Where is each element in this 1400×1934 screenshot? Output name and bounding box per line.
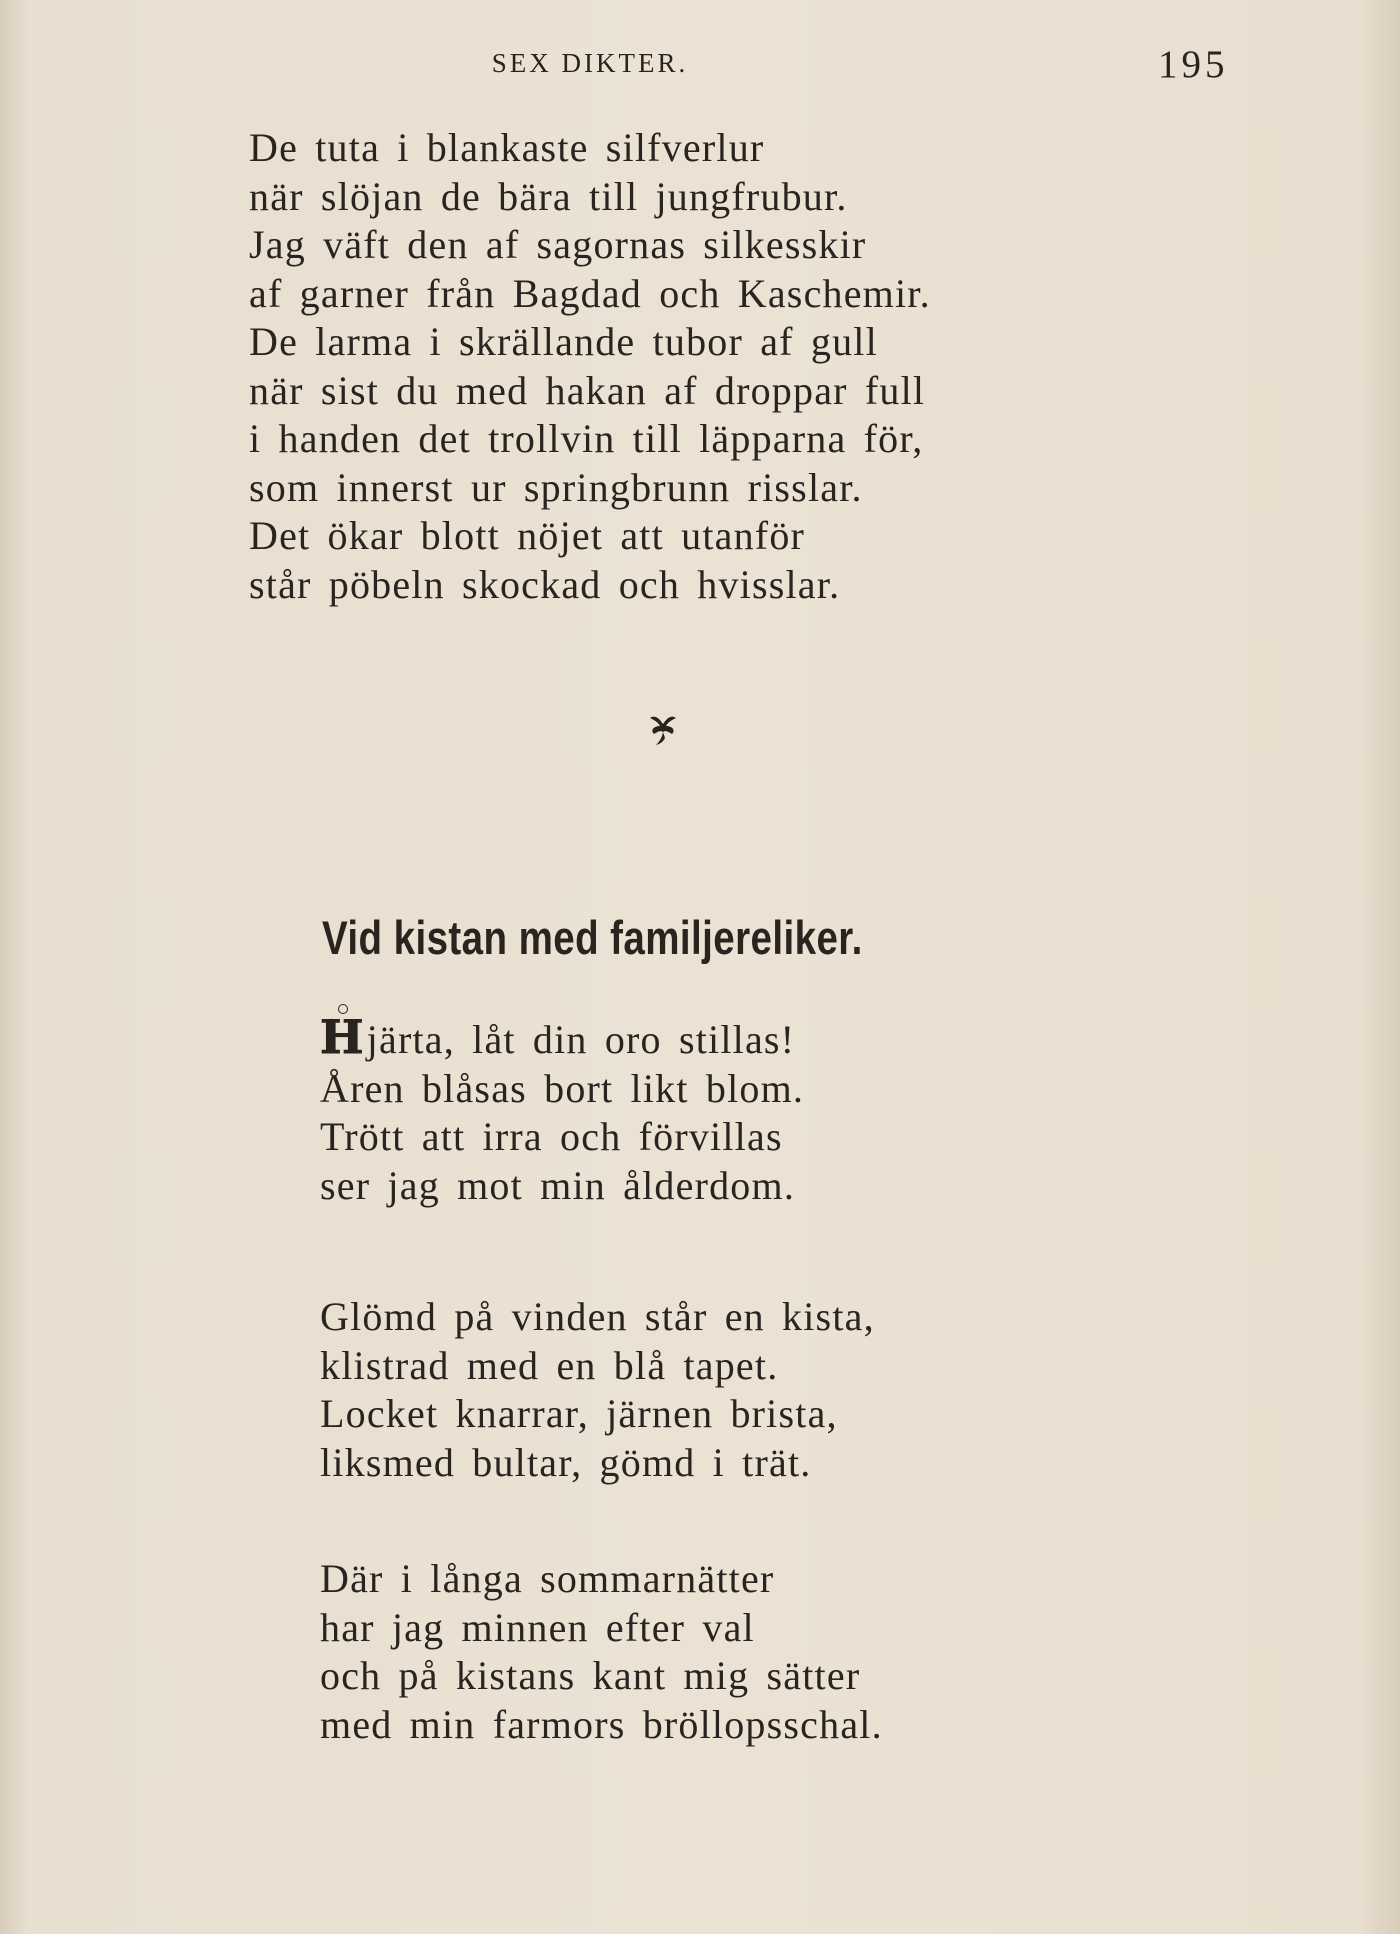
verse-line: står pöbeln skockad och hvisslar. (249, 561, 841, 607)
verse-line: har jag minnen efter val (320, 1604, 755, 1650)
verse-line: och på kistans kant mig sätter (320, 1653, 861, 1698)
verse-line: när slöjan de bära till jungfrubur. (249, 173, 848, 219)
poem-two-stanza-one (320, 1010, 805, 1210)
running-head-title: SEX DIKTER. (491, 48, 689, 78)
verse-line: Åren blåsas bort likt blom. (320, 1065, 805, 1111)
verse-line-text: järta, låt din oro stillas! (366, 1017, 796, 1062)
verse-line: Jag väft den af sagornas silkesskir (249, 222, 867, 267)
verse-line: med min farmors bröllopsschal. (320, 1701, 883, 1747)
poem-two-stanza-three (320, 1555, 883, 1749)
verse-line: Trött att irra och förvillas (320, 1114, 783, 1159)
verse-line-with-drop-cap (320, 1010, 804, 1065)
poem-title: Vid kistan med familjereliker. (322, 911, 863, 964)
verse-line: Locket knarrar, järnen brista, (320, 1391, 838, 1436)
verse-line: i handen det trollvin till läpparna för, (249, 416, 924, 461)
verse-line: De larma i skrällande tubor af gull (249, 319, 878, 364)
verse-line: Där i långa sommarnätter (320, 1556, 775, 1601)
poem-two-stanza-two (320, 1293, 875, 1487)
verse-line: Det ökar blott nöjet att utanför (249, 513, 806, 558)
verse-line: liksmed bultar, gömd i trät. (320, 1439, 812, 1485)
verse-line: Glömd på vinden står en kista, (320, 1294, 875, 1339)
verse-line: när sist du med hakan af droppar full (249, 367, 926, 413)
ornamental-drop-cap: H (320, 1010, 365, 1064)
verse-line: klistrad med en blå tapet. (320, 1342, 779, 1388)
fleuron-ornament-icon (646, 712, 680, 750)
verse-line: som innerst ur springbrunn risslar. (249, 464, 863, 510)
verse-line: ser jag mot min ålderdom. (320, 1162, 796, 1208)
poem-one-stanza (249, 124, 931, 609)
page-number: 195 (1158, 43, 1229, 86)
verse-line: af garner från Bagdad och Kaschemir. (249, 270, 931, 316)
verse-line: De tuta i blankaste silfverlur (249, 125, 765, 170)
